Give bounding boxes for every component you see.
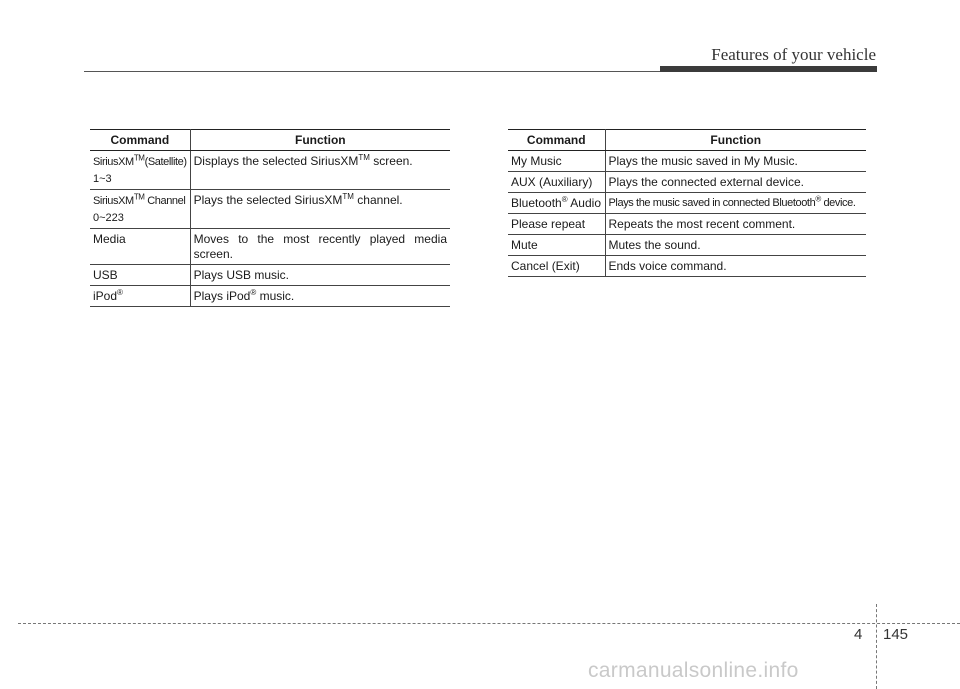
table-row <box>508 256 866 277</box>
command-cell: AUX (Auxiliary) <box>508 172 605 193</box>
header-rule <box>84 71 660 72</box>
table-header-row <box>90 130 450 151</box>
command-cell: Cancel (Exit) <box>508 256 605 277</box>
voice-command-table-left <box>90 129 450 307</box>
command-cell <box>90 190 190 229</box>
table-row <box>508 214 866 235</box>
command-cell: iPod® <box>90 286 190 307</box>
function-cell: Ends voice command. <box>605 256 866 277</box>
function-cell: Mutes the sound. <box>605 235 866 256</box>
table-row <box>508 172 866 193</box>
table-row <box>90 286 450 307</box>
command-text: SiriusXM™(Satellite) <box>93 153 187 168</box>
function-cell: Plays the music saved in connected Bluetooth® device. <box>605 193 866 214</box>
function-cell: Plays the connected external device. <box>605 172 866 193</box>
watermark-link[interactable]: carmanualsonline.info <box>588 659 799 682</box>
section-title: Features of your vehicle <box>711 45 876 64</box>
function-cell: Moves to the most recently played media screen. <box>190 229 450 265</box>
command-cell: My Music <box>508 151 605 172</box>
command-range: 1~3 <box>93 173 112 185</box>
chapter-number: 4 <box>854 626 863 643</box>
function-cell: Plays USB music. <box>190 265 450 286</box>
table-row <box>508 151 866 172</box>
command-cell: Please repeat <box>508 214 605 235</box>
column-header-function: Function <box>605 130 866 151</box>
header-rule-accent <box>660 66 877 72</box>
command-cell: Bluetooth® Audio <box>508 193 605 214</box>
function-cell: Plays the music saved in My Music. <box>605 151 866 172</box>
function-cell: Displays the selected SiriusXM™ screen. <box>190 151 450 190</box>
column-header-function: Function <box>190 130 450 151</box>
footer-divider <box>18 623 960 624</box>
table-row <box>508 193 866 214</box>
table-row <box>90 265 450 286</box>
command-text: SiriusXM™ Channel <box>93 192 186 207</box>
table-row <box>90 190 450 229</box>
table-row <box>508 235 866 256</box>
command-range: 0~223 <box>93 212 124 224</box>
command-cell <box>90 151 190 190</box>
page-number: 145 <box>883 626 909 643</box>
footer-page-divider <box>876 604 877 689</box>
table-header-row <box>508 130 866 151</box>
table-row <box>90 229 450 265</box>
command-cell: Media <box>90 229 190 265</box>
command-cell: Mute <box>508 235 605 256</box>
column-header-command: Command <box>90 130 190 151</box>
function-cell: Plays the selected SiriusXM™ channel. <box>190 190 450 229</box>
command-cell: USB <box>90 265 190 286</box>
function-cell: Repeats the most recent comment. <box>605 214 866 235</box>
function-cell: Plays iPod® music. <box>190 286 450 307</box>
column-header-command: Command <box>508 130 605 151</box>
voice-command-table-right <box>508 129 866 277</box>
table-row <box>90 151 450 190</box>
